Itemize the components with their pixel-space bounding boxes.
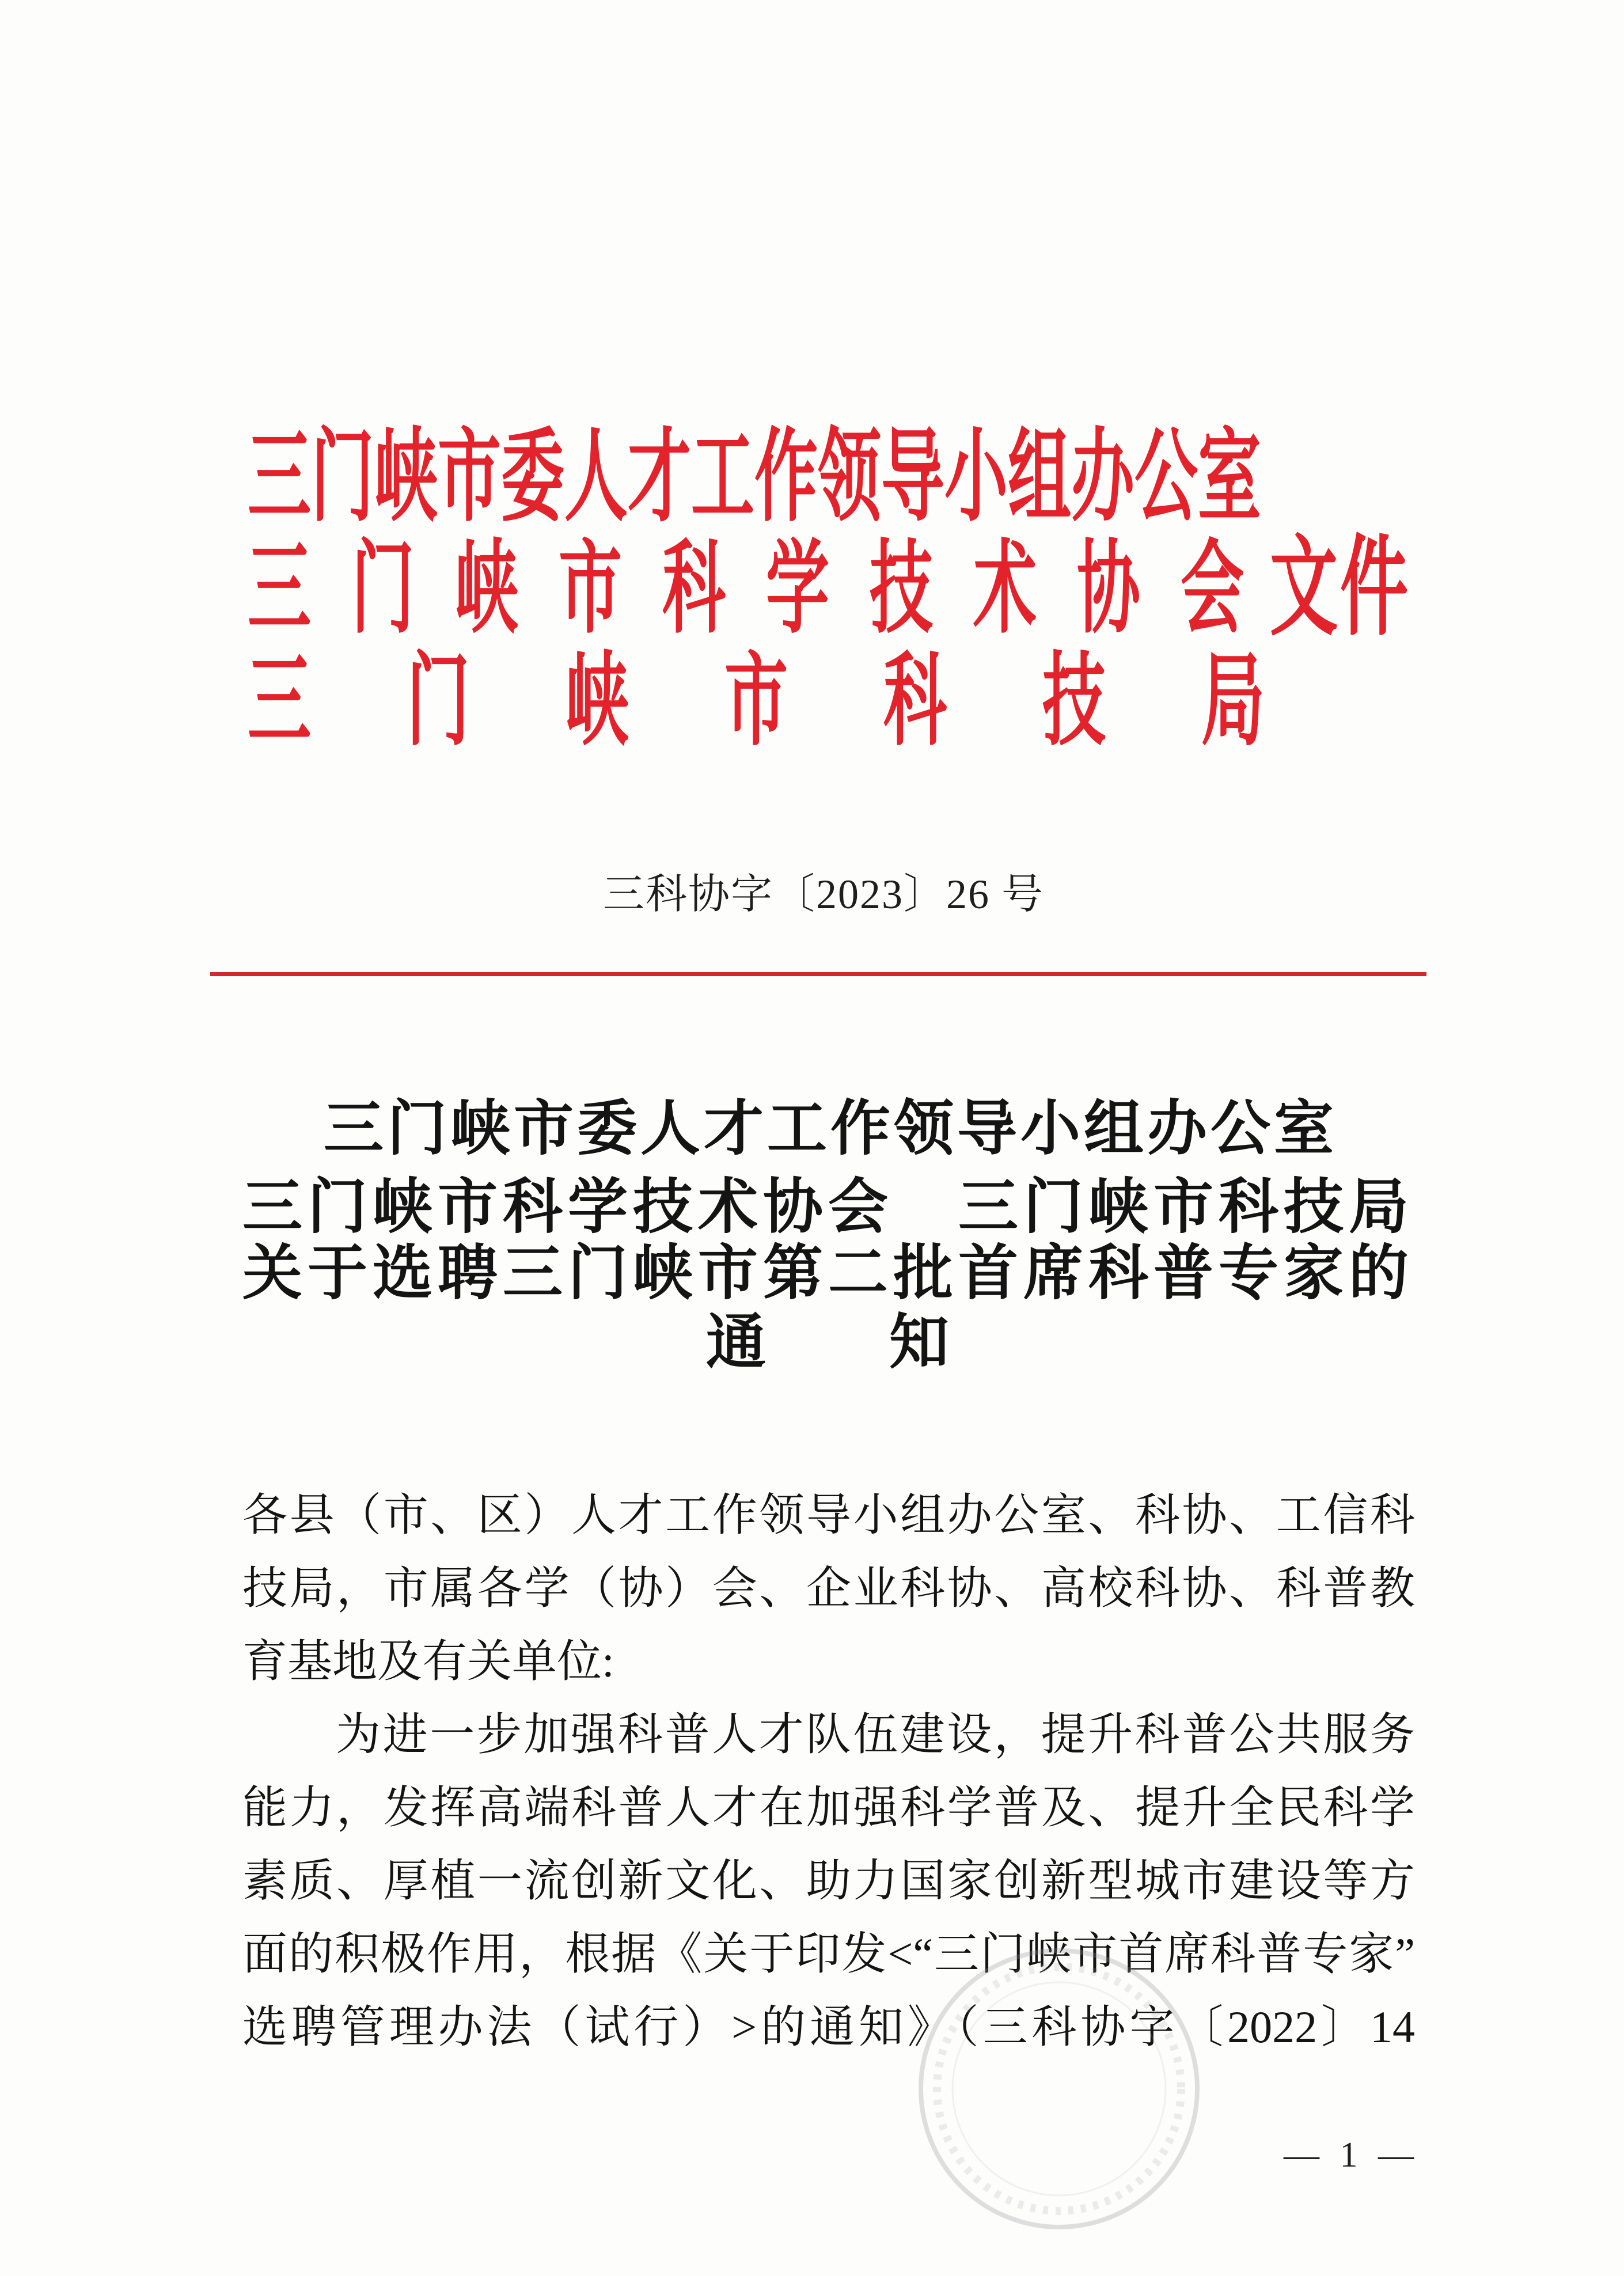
title-line-1: 三门峡市委人才工作领导小组办公室 xyxy=(324,1096,1338,1162)
letterhead-line-3: 三门峡市科技局 xyxy=(248,645,1360,758)
letterhead-line-1: 三门峡市委人才工作领导小组办公室 xyxy=(248,421,1261,534)
letterhead-document-suffix: 文件 xyxy=(1270,528,1411,649)
page-number: — 1 — xyxy=(1284,2135,1420,2175)
document-number: 三科协字〔2023〕26 号 xyxy=(603,871,1045,917)
title-line-3: 关于选聘三门峡市第二批首席科普专家的 xyxy=(242,1241,1414,1307)
salutation-line: 技局，市属各学（协）会、企业科协、高校科协、科普教 xyxy=(242,1563,1415,1613)
letterhead-line-2: 三门峡市科学技术协会 xyxy=(248,533,1284,646)
salutation-line: 各县（市、区）人才工作领导小组办公室、科协、工信科 xyxy=(242,1490,1415,1540)
title-line-4: 通 知 xyxy=(706,1310,951,1376)
title-line-2: 三门峡市科学技术协会 三门峡市科技局 xyxy=(242,1174,1414,1241)
document-body xyxy=(242,1478,1415,2063)
salutation-line: 育基地及有关单位: xyxy=(242,1636,614,1686)
red-divider-rule xyxy=(210,972,1426,976)
paragraph-line: 选聘管理办法（试行）>的通知》（三科协字〔2022〕14 xyxy=(242,2002,1415,2052)
paragraph-line: 面的积极作用，根据《关于印发<“三门峡市首席科普专家” xyxy=(242,1929,1415,1979)
paragraph-line: 能力，发挥高端科普人才在加强科学普及、提升全民科学 xyxy=(242,1782,1415,1833)
paragraph-line: 素质、厚植一流创新文化、助力国家创新型城市建设等方 xyxy=(242,1856,1415,1906)
paragraph-line: 为进一步加强科普人才队伍建设，提升科普公共服务 xyxy=(336,1709,1415,1759)
